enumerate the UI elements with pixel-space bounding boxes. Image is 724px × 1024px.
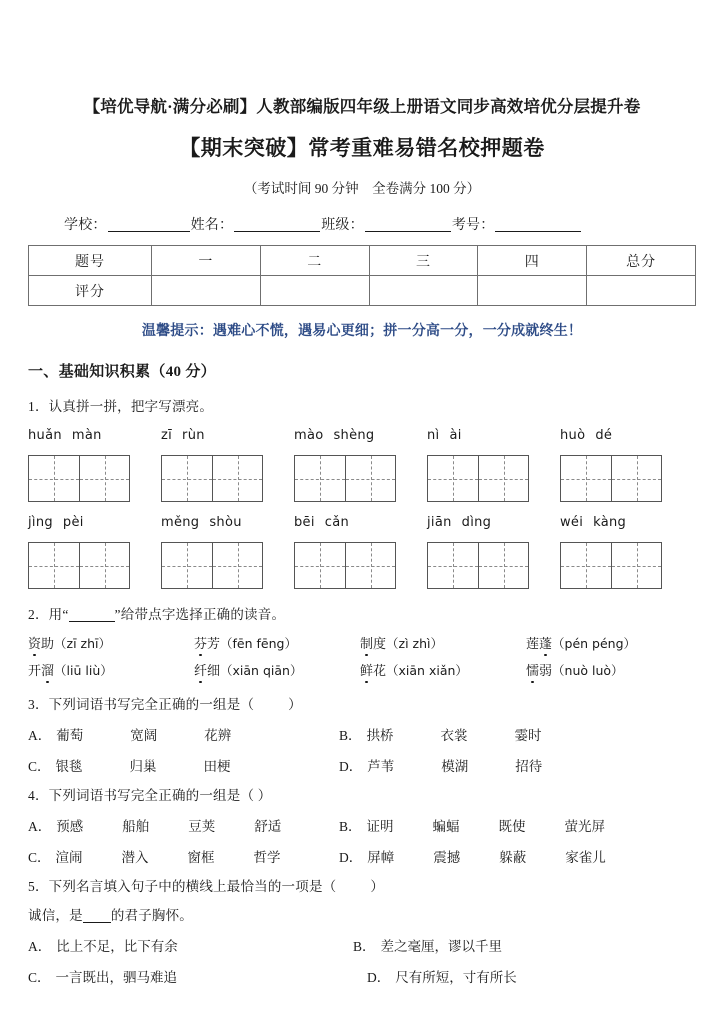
q3-option-row-1	[0, 713, 724, 744]
q2-item-4[interactable]	[526, 633, 692, 652]
pinyin-options[interactable]: （xiān xiǎn）	[386, 663, 468, 679]
tianzige-grid[interactable]	[161, 542, 263, 589]
q1-item-9	[427, 515, 560, 589]
option-word: 芦苇	[367, 759, 395, 775]
word-char: 莲	[526, 636, 540, 652]
q1-item-6	[28, 515, 161, 589]
score-cell-2[interactable]	[369, 276, 478, 306]
q3-option-d[interactable]	[339, 755, 650, 775]
option-word: 证明	[366, 819, 394, 835]
option-label: A．	[28, 819, 52, 835]
q3-option-c[interactable]	[28, 755, 339, 775]
q1-item-7	[161, 515, 294, 589]
pinyin-label: bēi cǎn	[294, 515, 350, 531]
tianzige-cell[interactable]	[29, 456, 79, 501]
q5-option-a[interactable]	[28, 935, 339, 955]
option-word: 躲蔽	[499, 850, 527, 866]
q4-option-row-2	[0, 835, 724, 866]
q2-prompt-before: 2．用“	[28, 607, 69, 623]
q3-option-row-2	[0, 744, 724, 775]
option-word: 渲闹	[55, 850, 83, 866]
dotted-char: 资	[28, 633, 41, 652]
tianzige-cell[interactable]	[162, 543, 212, 588]
option-label: C．	[28, 759, 51, 775]
option-label: D．	[367, 970, 391, 986]
q5-prompt-text: 5．下列名言填入句子中的横线上最恰当的一项是（	[28, 879, 337, 895]
tianzige-cell[interactable]	[478, 543, 528, 588]
q2-item-3[interactable]	[360, 633, 526, 652]
word-char: 细	[207, 663, 221, 679]
pinyin-label: huò dé	[560, 428, 613, 444]
option-label: D．	[339, 850, 363, 866]
class-label: 班级：	[321, 218, 364, 234]
word-char: 开	[28, 663, 42, 679]
tianzige-cell[interactable]	[295, 456, 345, 501]
q1-item-10	[560, 515, 693, 589]
score-table-col-0: 一	[152, 246, 261, 276]
q3-prompt-text: 3．下列词语书写完全正确的一组是（	[28, 697, 255, 713]
score-cell-4[interactable]	[587, 276, 696, 306]
option-word: 舒适	[254, 819, 282, 835]
table-row	[29, 276, 696, 306]
tianzige-grid[interactable]	[28, 542, 130, 589]
q2-item-2[interactable]	[194, 633, 360, 652]
warm-tip-text: 温馨提示：遇难心不慌，遇易心更细；拼一分高一分，一分成就终生！	[141, 324, 583, 340]
tianzige-cell[interactable]	[212, 456, 262, 501]
q1-pinyin-row-2	[0, 502, 724, 589]
pinyin-label: jiān dìng	[427, 515, 492, 531]
option-label: C．	[28, 850, 51, 866]
option-word: 萤光屏	[564, 819, 606, 835]
q3-option-b[interactable]	[339, 724, 650, 744]
class-blank[interactable]	[365, 231, 451, 232]
option-word: 拱桥	[366, 728, 394, 744]
option-word: 模湖	[441, 759, 469, 775]
page-title-sub: 【期末突破】常考重难易错名校押题卷	[179, 136, 545, 161]
q4-option-a[interactable]	[28, 815, 339, 835]
exam-no-blank[interactable]	[495, 231, 581, 232]
tianzige-grid[interactable]	[294, 542, 396, 589]
tianzige-cell[interactable]	[611, 456, 661, 501]
pinyin-options[interactable]: （liū liù）	[54, 663, 113, 679]
tianzige-grid[interactable]	[161, 455, 263, 502]
q4-option-d[interactable]	[339, 846, 650, 866]
dotted-char: 芬	[194, 633, 207, 652]
question-4-prompt: 4．下列词语书写完全正确的一组是（ ）	[28, 788, 272, 804]
option-word: 豆荚	[188, 819, 216, 835]
option-word: 家雀儿	[565, 850, 606, 866]
option-word: 田梗	[203, 759, 231, 775]
tianzige-grid[interactable]	[28, 455, 130, 502]
question-1-prompt: 1．认真拼一拼，把字写漂亮。	[28, 399, 214, 415]
tianzige-cell[interactable]	[561, 543, 611, 588]
q5-sentence-blank[interactable]	[83, 922, 111, 923]
tianzige-grid[interactable]	[294, 455, 396, 502]
dotted-char: 蓬	[539, 633, 552, 652]
q5-prompt-close: ）	[370, 879, 385, 895]
tianzige-grid[interactable]	[427, 455, 529, 502]
option-word: 既使	[498, 819, 526, 835]
tianzige-cell[interactable]	[79, 456, 129, 501]
exam-meta-line: （考试时间 90 分钟 全卷满分 100 分）	[243, 180, 481, 196]
option-word: 震撼	[433, 850, 461, 866]
question-5-prompt	[0, 866, 724, 895]
option-word: 船舶	[122, 819, 150, 835]
q3-prompt-close: ）	[288, 697, 302, 713]
q2-choice-row-1	[0, 623, 724, 652]
option-word: 蝙蝠	[432, 819, 460, 835]
exam-no-label: 考号：	[451, 218, 495, 234]
q1-item-1	[28, 428, 161, 502]
dotted-char: 鲜	[360, 660, 373, 679]
score-table-col-2: 三	[369, 246, 478, 276]
word-char: 弱	[539, 663, 553, 679]
q4-option-row-1	[0, 804, 724, 835]
pinyin-options[interactable]: （xiān qiān）	[220, 663, 303, 679]
school-blank[interactable]	[108, 231, 190, 232]
pinyin-label: měng shòu	[161, 515, 242, 531]
option-label: C．	[28, 970, 51, 986]
word-char: 助	[41, 636, 55, 652]
dotted-char: 纤	[194, 660, 207, 679]
q4-option-b[interactable]	[339, 815, 650, 835]
dotted-char: 懦	[526, 660, 539, 679]
q2-item-5[interactable]	[28, 660, 194, 679]
tianzige-cell[interactable]	[295, 543, 345, 588]
option-label: A．	[28, 728, 52, 744]
option-label: B．	[339, 819, 362, 835]
tianzige-cell[interactable]	[345, 456, 395, 501]
dotted-char: 制	[360, 633, 373, 652]
pinyin-label: zī rùn	[161, 428, 205, 444]
q2-prompt-after: ”给带点字选择正确的读音。	[114, 607, 286, 623]
pinyin-label: huǎn màn	[28, 428, 102, 444]
q2-item-1[interactable]	[28, 633, 194, 652]
tianzige-cell[interactable]	[428, 543, 478, 588]
option-label: B．	[353, 939, 376, 955]
option-word: 葡萄	[56, 728, 84, 744]
score-cell-3[interactable]	[478, 276, 587, 306]
option-word: 霎时	[514, 728, 542, 744]
score-cell-0[interactable]	[152, 276, 261, 306]
q5-option-c[interactable]	[28, 966, 339, 986]
option-text: 一言既出，驷马难追	[55, 970, 178, 986]
q5-option-d[interactable]	[339, 966, 678, 986]
tianzige-cell[interactable]	[561, 456, 611, 501]
q5-option-b[interactable]	[339, 935, 664, 955]
question-2-prompt	[0, 589, 724, 623]
q5-sentence-after: 的君子胸怀。	[110, 908, 194, 924]
pinyin-options[interactable]: （nuò luò）	[552, 663, 624, 679]
q5-option-row-2	[0, 955, 724, 986]
option-word: 花辨	[204, 728, 232, 744]
tianzige-cell[interactable]	[29, 543, 79, 588]
word-char: 芳	[207, 636, 221, 652]
pinyin-label: mào shèng	[294, 428, 375, 444]
option-label: B．	[339, 728, 362, 744]
q2-choice-row-2	[0, 652, 724, 679]
student-identity-line	[0, 197, 724, 234]
word-char: 度	[373, 636, 387, 652]
section-heading-1: 一、基础知识积累（40 分）	[28, 364, 216, 381]
tianzige-grid[interactable]	[560, 542, 662, 589]
tianzige-cell[interactable]	[428, 456, 478, 501]
q2-item-8[interactable]	[526, 660, 692, 679]
page-title-main: 【培优导航·满分必刷】人教部编版四年级上册语文同步高效培优分层提升卷	[83, 97, 641, 116]
tianzige-cell[interactable]	[345, 543, 395, 588]
tianzige-cell[interactable]	[611, 543, 661, 588]
tianzige-cell[interactable]	[162, 456, 212, 501]
tianzige-cell[interactable]	[212, 543, 262, 588]
score-table-row-label-1: 评分	[29, 276, 152, 306]
tianzige-cell[interactable]	[478, 456, 528, 501]
tianzige-cell[interactable]	[79, 543, 129, 588]
name-blank[interactable]	[234, 231, 320, 232]
tianzige-grid[interactable]	[427, 542, 529, 589]
q1-item-8	[294, 515, 427, 589]
q3-option-a[interactable]	[28, 724, 339, 744]
option-word: 哲学	[253, 850, 281, 866]
option-text: 尺有所短，寸有所长	[395, 970, 517, 986]
option-word: 窗框	[187, 850, 215, 866]
pinyin-label: nì ài	[427, 428, 462, 444]
option-word: 银毯	[55, 759, 83, 775]
q1-item-3	[294, 428, 427, 502]
option-word: 屏幛	[367, 850, 395, 866]
option-word: 潜入	[121, 850, 149, 866]
dotted-char: 溜	[41, 660, 54, 679]
q1-item-5	[560, 428, 693, 502]
score-table	[28, 245, 696, 306]
score-table-col-1: 二	[260, 246, 369, 276]
question-3-prompt	[0, 679, 724, 713]
q1-item-2	[161, 428, 294, 502]
word-char: 花	[373, 663, 387, 679]
score-table-wrapper	[0, 234, 724, 306]
q1-item-4	[427, 428, 560, 502]
score-table-col-3: 四	[478, 246, 587, 276]
score-table-col-4: 总分	[587, 246, 696, 276]
table-row	[29, 246, 696, 276]
option-text: 比上不足，比下有余	[56, 939, 178, 955]
school-label: 学校：	[64, 218, 107, 234]
pinyin-options[interactable]: （zì zhì）	[386, 636, 443, 652]
q4-option-c[interactable]	[28, 846, 339, 866]
q5-option-row-1	[0, 924, 724, 955]
name-label: 姓名：	[190, 218, 234, 234]
pinyin-options[interactable]: （pén péng）	[552, 636, 637, 652]
q1-pinyin-row-1	[0, 415, 724, 502]
score-cell-1[interactable]	[260, 276, 369, 306]
option-word: 衣裳	[440, 728, 468, 744]
q2-underline-mark	[69, 621, 115, 622]
option-label: D．	[339, 759, 363, 775]
option-word: 招待	[515, 759, 543, 775]
score-table-row-label-0: 题号	[29, 246, 152, 276]
option-word: 宽阔	[130, 728, 158, 744]
question-5-sentence	[0, 895, 724, 924]
option-label: A．	[28, 939, 52, 955]
q2-item-7[interactable]	[360, 660, 526, 679]
q2-item-6[interactable]	[194, 660, 360, 679]
option-text: 差之毫厘，谬以千里	[380, 939, 503, 955]
q5-sentence-before: 诚信，是	[28, 908, 83, 924]
pinyin-options[interactable]: （zī zhī）	[54, 636, 111, 652]
tianzige-grid[interactable]	[560, 455, 662, 502]
pinyin-options[interactable]: （fēn fēng）	[220, 636, 297, 652]
pinyin-label: jìng pèi	[28, 515, 84, 531]
option-word: 归巢	[129, 759, 157, 775]
pinyin-label: wéi kàng	[560, 515, 627, 531]
option-word: 预感	[56, 819, 84, 835]
